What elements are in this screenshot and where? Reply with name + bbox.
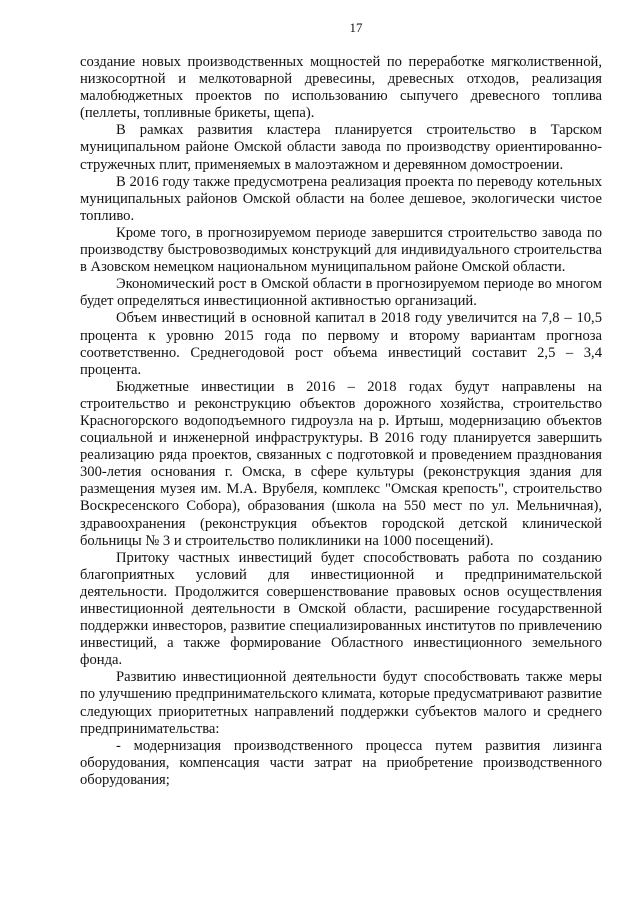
paragraph-9: Развитию инвестиционной деятельности будут способствовать также меры по улучшению предпринимательского климата, которые предусматривают развитие следующих приоритетных направлений поддержки субъектов малого и среднего предпринимательства: bbox=[80, 669, 602, 737]
paragraph-1: создание новых производственных мощностей по переработке мягколиственной, низкосортной и мелкотоварной древесины, древесных отходов, реализация малобюджетных проектов по использованию сыпучего древесного топлива (пеллеты, топливные брикеты, щепа). bbox=[80, 54, 602, 122]
paragraph-4: Кроме того, в прогнозируемом периоде завершится строительство завода по производству быстровозводимых конструкций для индивидуального строительства в Азовском немецком национальном муниципальном районе Омской области. bbox=[80, 224, 602, 276]
document-body bbox=[80, 54, 602, 789]
paragraph-5: Экономический рост в Омской области в прогнозируемом периоде во многом будет определяться инвестиционной активностью организаций. bbox=[80, 276, 602, 310]
paragraph-7: Бюджетные инвестиции в 2016 – 2018 годах будут направлены на строительство и реконструкцию объектов дорожного хозяйства, строительство Красногорского водоподъемного гидроузла на р. Иртыш, модернизацию объектов социальной и инженерной инфраструктуры. В 2016 году планируется завершить реализацию ряда проектов, связанных с подготовкой и проведением празднования 300-летия основания г. Омска, в сфере культуры (реконструкция здания для размещения музея им. М.А. Врубеля, комплекс "Омская крепость", строительство Воскресенского Собора), образования (школа на 550 мест по ул. Мельничная), здравоохранения (реконструкция объектов городской детской клинической больницы № 3 и строительство поликлиники на 1000 посещений). bbox=[80, 378, 602, 549]
paragraph-6: Объем инвестиций в основной капитал в 2018 году увеличится на 7,8 – 10,5 процента к уровню 2015 года по первому и второму вариантам прогноза соответственно. Среднегодовой рост объема инвестиций составит 2,5 – 3,4 процента. bbox=[80, 310, 602, 378]
paragraph-3: В 2016 году также предусмотрена реализация проекта по переводу котельных муниципальных районов Омской области на более дешевое, экологически чистое топливо. bbox=[80, 173, 602, 224]
paragraph-10-list-item: - модернизация производственного процесса путем развития лизинга оборудования, компенсация части затрат на приобретение производственного оборудования; bbox=[80, 737, 602, 788]
paragraph-2: В рамках развития кластера планируется строительство в Тарском муниципальном районе Омской области завода по производству ориентированно-стружечных плит, применяемых в малоэтажном и деревянном домостроении. bbox=[80, 122, 602, 173]
page-number: 17 bbox=[349, 20, 363, 35]
paragraph-8: Притоку частных инвестиций будет способствовать работа по созданию благоприятных условий для инвестиционной и предпринимательской деятельности. Продолжится совершенствование правовых основ осуществления инвестиционной деятельности в Омской области, расширение государственной поддержки инвесторов, развитие специализированных институтов по привлечению инвестиций, а также формирование Областного инвестиционного земельного фонда. bbox=[80, 549, 602, 669]
